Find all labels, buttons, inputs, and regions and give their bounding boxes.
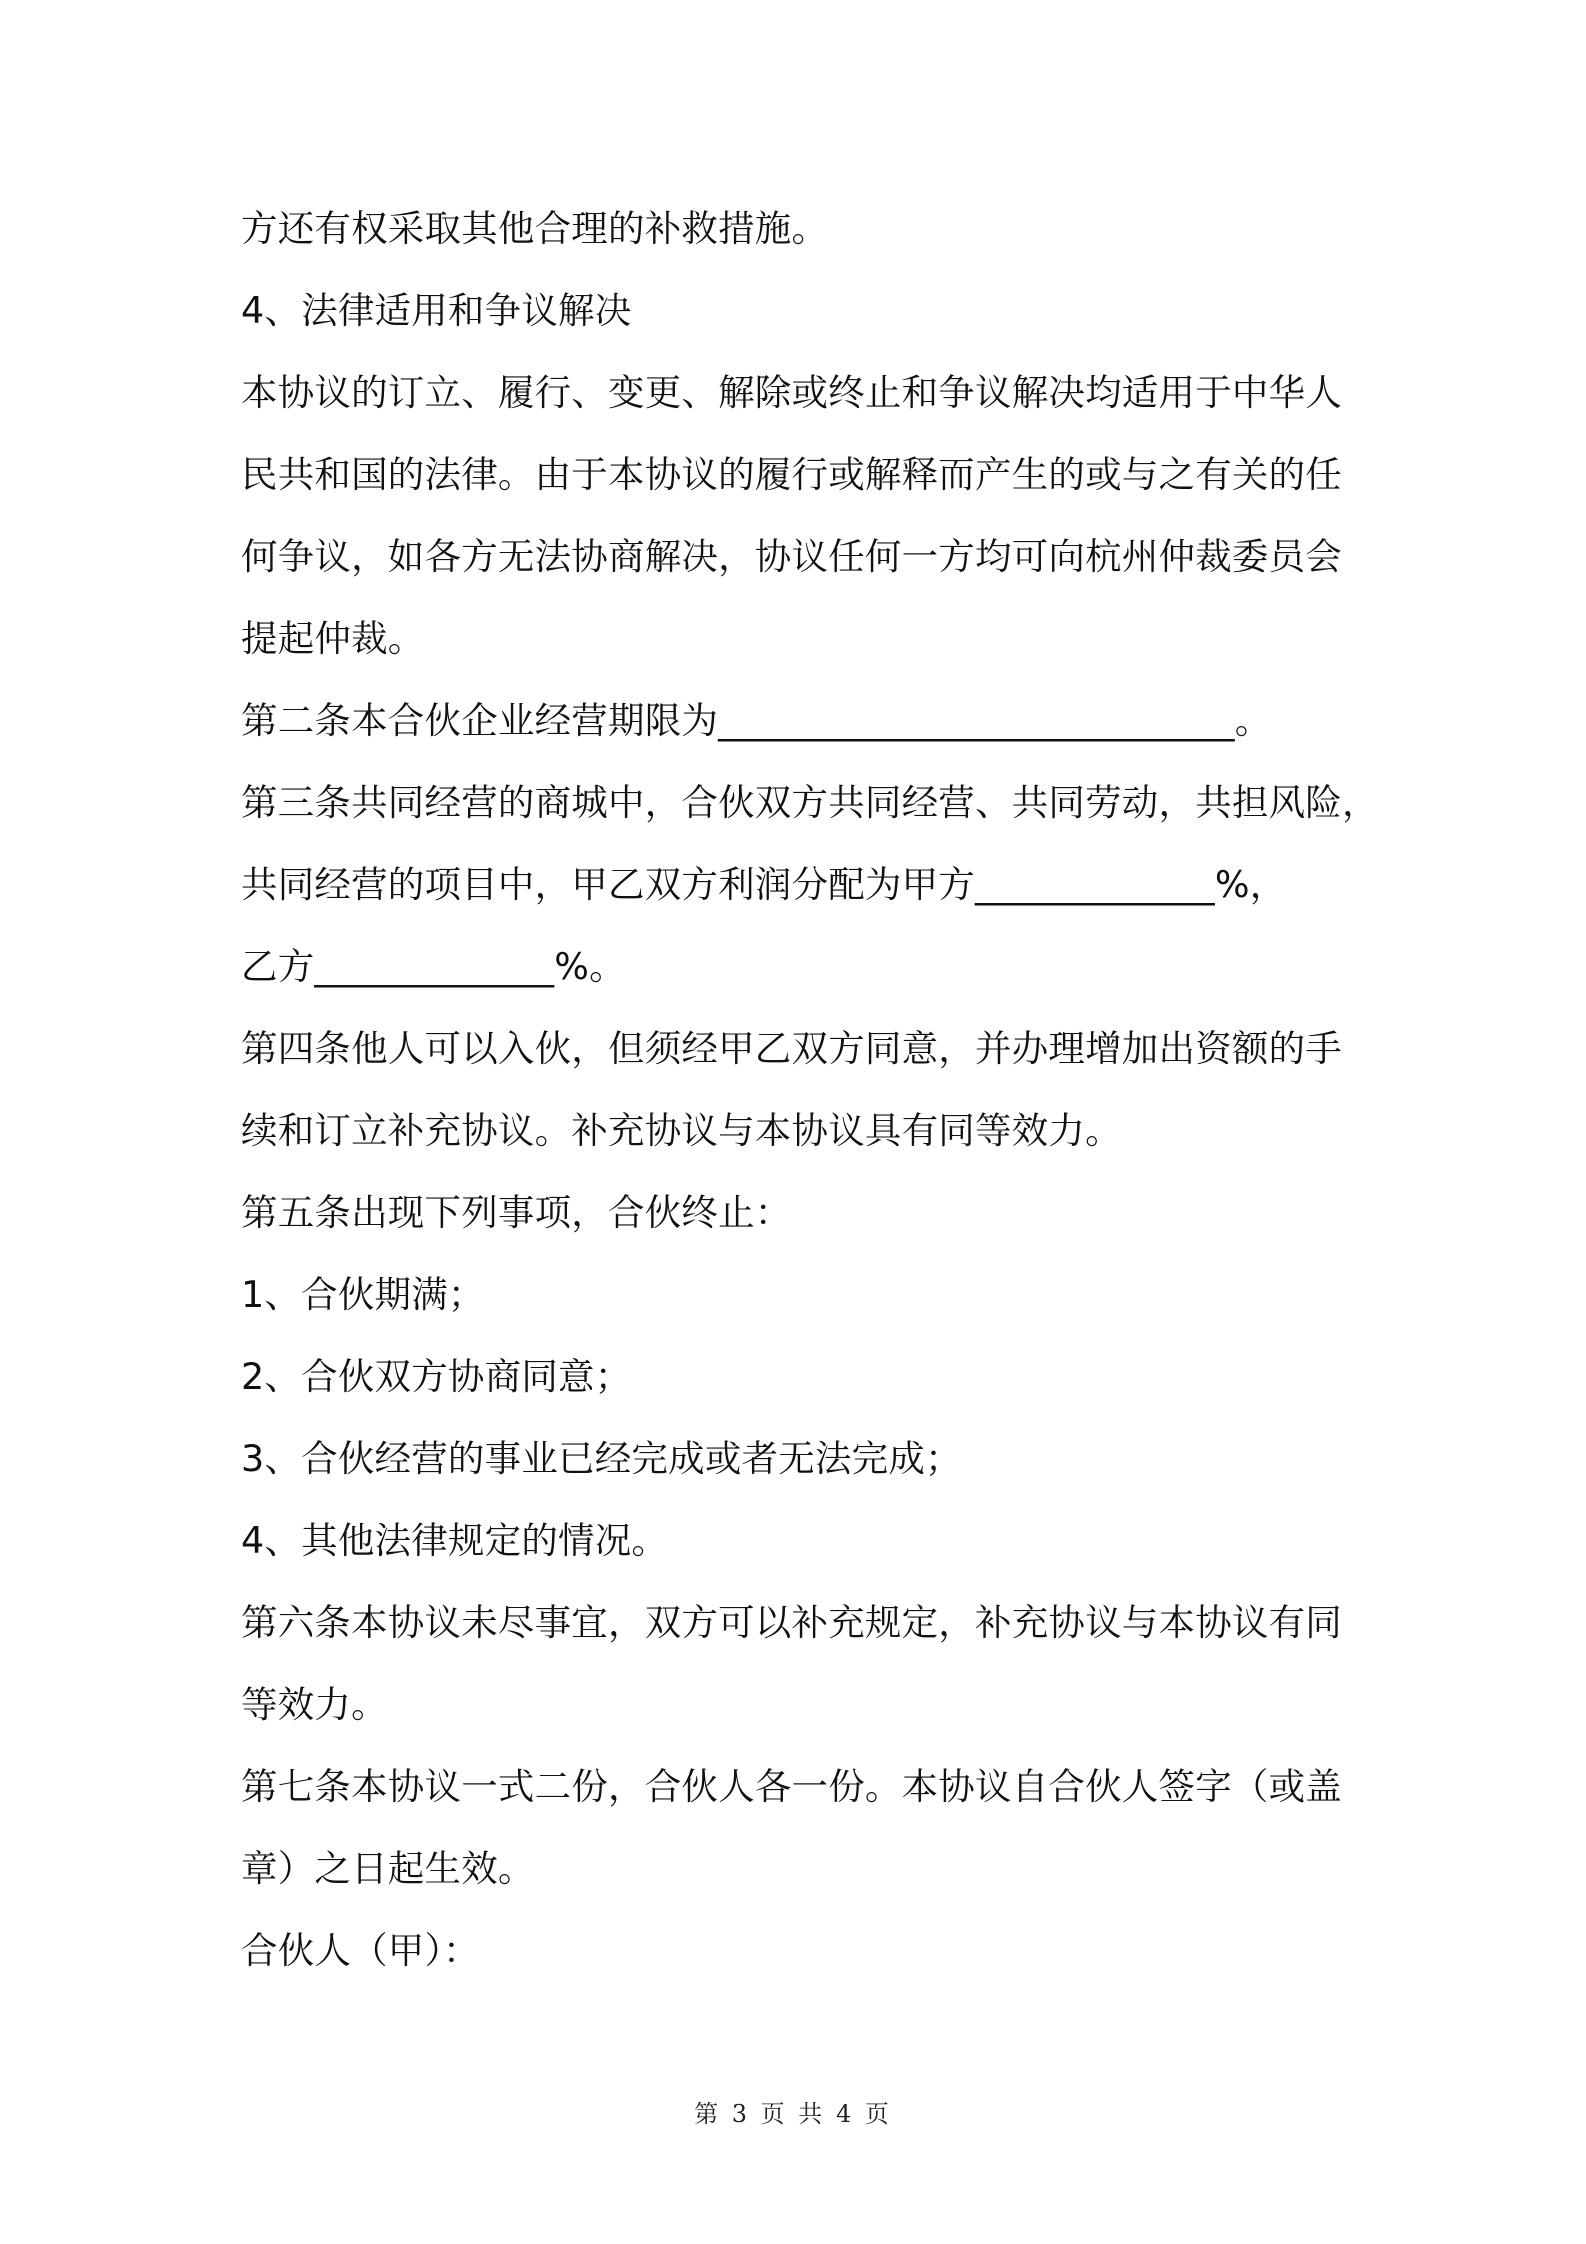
article-7: 第七条本协议一式二份，合伙人各一份。本协议自合伙人签字（或盖	[241, 1765, 1342, 1808]
article-6: 第六条本协议未尽事宜，双方可以补充规定，补充协议与本协议有同	[241, 1601, 1342, 1644]
signature-label: 合伙人（甲）：	[241, 1929, 480, 1972]
article-2: 第二条本合伙企业经营期限为____________________________。	[241, 699, 1272, 742]
page-number: 第 3 页 共 4 页	[694, 2100, 892, 2128]
list-item: 4、其他法律规定的情况。	[241, 1519, 669, 1562]
text-line: 等效力。	[241, 1683, 388, 1726]
article-3: 第三条共同经营的商城中，合伙双方共同经营、共同劳动，共担风险，	[241, 781, 1379, 824]
list-item: 2、合伙双方协商同意；	[241, 1355, 632, 1398]
text-line: 共同经营的项目中，甲乙双方利润分配为甲方_____________%，	[241, 863, 1287, 906]
text-line: 提起仲裁。	[241, 617, 425, 660]
text-line: 章）之日起生效。	[241, 1847, 535, 1890]
text-line: 何争议，如各方无法协商解决，协议任何一方均可向杭州仲裁委员会	[241, 535, 1342, 578]
list-item: 1、合伙期满；	[241, 1273, 485, 1316]
text-line: 续和订立补充协议。补充协议与本协议具有同等效力。	[241, 1109, 1122, 1152]
article-5: 第五条出现下列事项，合伙终止：	[241, 1191, 792, 1234]
text-line: 方还有权采取其他合理的补救措施。	[241, 207, 829, 250]
text-line: 乙方_____________%。	[241, 945, 626, 988]
article-4: 第四条他人可以入伙，但须经甲乙双方同意，并办理增加出资额的手	[241, 1027, 1342, 1070]
list-item: 3、合伙经营的事业已经完成或者无法完成；	[241, 1437, 962, 1480]
text-line: 民共和国的法律。由于本协议的履行或解释而产生的或与之有关的任	[241, 453, 1342, 496]
section-heading: 4、法律适用和争议解决	[241, 289, 632, 332]
document-body	[241, 200, 1379, 2004]
text-line: 本协议的订立、履行、变更、解除或终止和争议解决均适用于中华人	[241, 371, 1342, 414]
